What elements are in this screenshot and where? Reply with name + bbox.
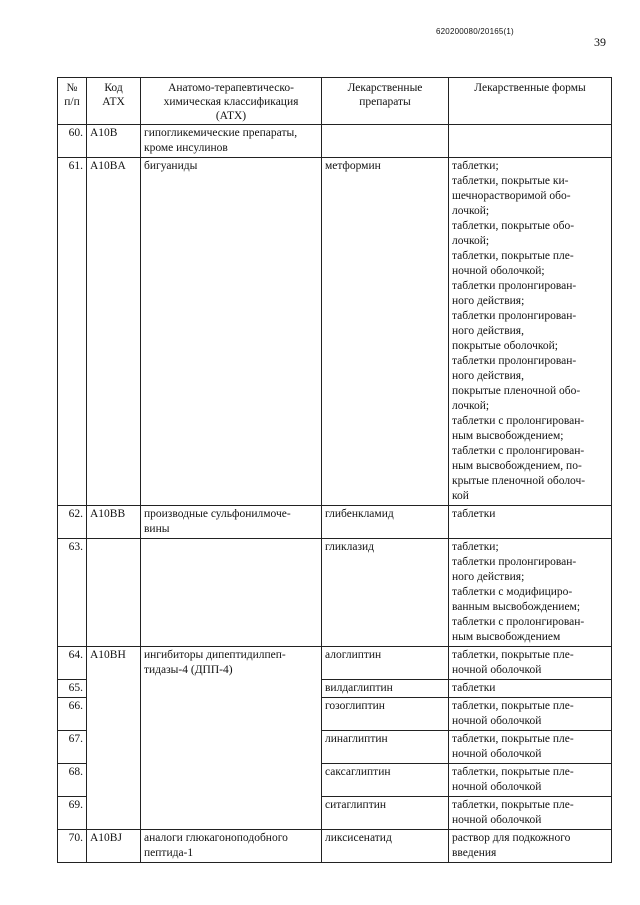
row-number: 69.	[58, 797, 87, 830]
drug-name: гликлазид	[322, 539, 449, 647]
header-drugs: Лекарственные препараты	[322, 78, 449, 125]
drug-name: ликсисенатид	[322, 830, 449, 863]
table-header-row	[58, 78, 612, 125]
atx-code: A10BA	[87, 158, 141, 506]
header-atx-code: Код АТХ	[87, 78, 141, 125]
atx-code: A10B	[87, 125, 141, 158]
row-number: 63.	[58, 539, 87, 647]
drug-name: метформин	[322, 158, 449, 506]
row-number: 66.	[58, 698, 87, 731]
atx-code	[87, 539, 141, 647]
dosage-forms: таблетки; таблетки, покрытые ки- шечнорастворимой обо- лочкой; таблетки, покрытые обо- лочкой; таблетки, покрытые пле- ночной оболочкой; таблетки пролонгирован- ного действия; таблетки пролонгирован- ного действия, покрытые оболочкой; таблетки пролонгирован- ного действия, покрытые пленочной обо- лочкой; таблетки с пролонгирован- ным высвобождением; таблетки с пролонгирован- ным высвобождением, по- крытые пленочной оболоч- кой	[449, 158, 612, 506]
dosage-forms: таблетки	[449, 506, 612, 539]
atx-class	[141, 539, 322, 647]
row-number: 62.	[58, 506, 87, 539]
atx-code: A10BB	[87, 506, 141, 539]
dosage-forms: таблетки; таблетки пролонгирован- ного действия; таблетки с модифициро- ванным высвобождением; таблетки с пролонгирован- ным высвобождением	[449, 539, 612, 647]
dosage-forms: таблетки, покрытые пле- ночной оболочкой	[449, 797, 612, 830]
row-number: 61.	[58, 158, 87, 506]
dosage-forms: раствор для подкожного введения	[449, 830, 612, 863]
drug-name: алоглиптин	[322, 647, 449, 680]
atx-class: аналоги глюкагоноподобного пептида-1	[141, 830, 322, 863]
atx-code: A10BH	[87, 647, 141, 830]
drug-name: линаглиптин	[322, 731, 449, 764]
drug-name: гозоглиптин	[322, 698, 449, 731]
atx-class: гипогликемические препараты, кроме инсулинов	[141, 125, 322, 158]
atx-class: бигуаниды	[141, 158, 322, 506]
atx-class: производные сульфонилмоче- вины	[141, 506, 322, 539]
atx-table	[57, 77, 612, 863]
row-number: 68.	[58, 764, 87, 797]
dosage-forms: таблетки, покрытые пле- ночной оболочкой	[449, 647, 612, 680]
drug-name: вилдаглиптин	[322, 680, 449, 698]
drug-name: глибенкламид	[322, 506, 449, 539]
header-atx-classification: Анатомо-терапевтическо- химическая классификация (АТХ)	[141, 78, 322, 125]
table-row	[58, 647, 612, 680]
table-row	[58, 539, 612, 647]
row-number: 64.	[58, 647, 87, 680]
table-row	[58, 158, 612, 506]
drug-name: ситаглиптин	[322, 797, 449, 830]
table-row	[58, 125, 612, 158]
atx-class: ингибиторы дипептидилпеп- тидазы-4 (ДПП-4)	[141, 647, 322, 830]
header-dosage-forms: Лекарственные формы	[449, 78, 612, 125]
table-row	[58, 506, 612, 539]
row-number: 70.	[58, 830, 87, 863]
dosage-forms	[449, 125, 612, 158]
dosage-forms: таблетки, покрытые пле- ночной оболочкой	[449, 731, 612, 764]
page-number: 39	[594, 35, 606, 49]
drug-name	[322, 125, 449, 158]
row-number: 67.	[58, 731, 87, 764]
row-number: 65.	[58, 680, 87, 698]
drug-name: саксаглиптин	[322, 764, 449, 797]
dosage-forms: таблетки, покрытые пле- ночной оболочкой	[449, 698, 612, 731]
table-row	[58, 830, 612, 863]
dosage-forms: таблетки, покрытые пле- ночной оболочкой	[449, 764, 612, 797]
dosage-forms: таблетки	[449, 680, 612, 698]
header-number: № п/п	[58, 78, 87, 125]
document-id: 620200080/20165(1)	[436, 27, 514, 36]
atx-code: A10BJ	[87, 830, 141, 863]
row-number: 60.	[58, 125, 87, 158]
